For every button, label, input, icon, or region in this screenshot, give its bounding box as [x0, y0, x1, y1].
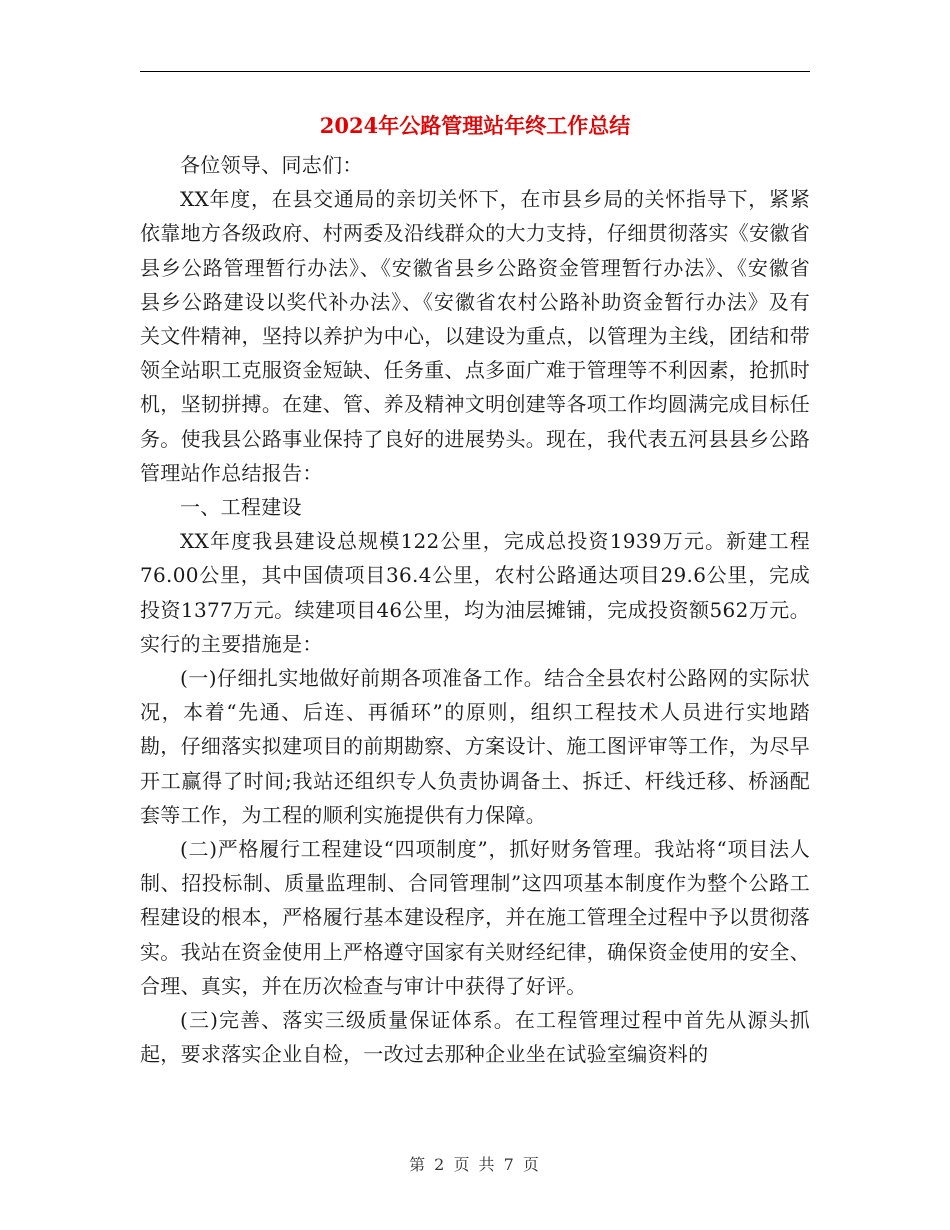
- paragraph-salutation: 各位领导、同志们：: [180, 153, 363, 177]
- paragraph-intro: XX年度，在县交通局的亲切关怀下，在市县乡局的关怀指导下，紧紧依靠地方各级政府、村两委及沿线群众的大力支持，仔细贯彻落实《安徽省县乡公路管理暂行办法》、《安徽省县乡公路资金管理暂行办法》、《安徽省县乡公路建设以奖代补办法》、《安徽省农村公路补助资金暂行办法》及有关文件精神，坚持以养护为中心，以建设为重点，以管理为主线，团结和带领全站职工克服资金短缺、任务重、点多面广难于管理等不利因素，抢抓时机，坚韧拼搏。在建、管、养及精神文明创建等各项工作均圆满完成目标任务。使我县公路事业保持了良好的进展势头。现在，我代表五河县县乡公路管理站作总结报告：: [140, 187, 810, 485]
- document-body: [140, 148, 810, 1071]
- paragraph-measure-3: (三)完善、落实三级质量保证体系。在工程管理过程中首先从源头抓起，要求落实企业自检，一改过去那种企业坐在试验室编资料的: [140, 1008, 810, 1067]
- paragraph-measure-1: (一)仔细扎实地做好前期各项准备工作。结合全县农村公路网的实际状况，本着“先通、后连、再循环”的原则，组织工程技术人员进行实地踏勘，仔细落实拟建项目的前期勘察、方案设计、施工图评审等工作，为尽早开工赢得了时间;我站还组织专人负责协调备土、拆迁、杆线迁移、桥涵配套等工作，为工程的顺利实施提供有力保障。: [140, 666, 810, 827]
- section-heading-engineering: 一、工程建设: [180, 495, 302, 520]
- document-title: 2024年公路管理站年终工作总结: [319, 113, 631, 138]
- paragraph-measure-2: (二)严格履行工程建设“四项制度”，抓好财务管理。我站将“项目法人制、招投标制、质量监理制、合同管理制”这四项基本制度作为整个公路工程建设的根本，严格履行基本建设程序，并在施工管理全过程中予以贯彻落实。我站在资金使用上严格遵守国家有关财经纪律，确保资金使用的安全、合理、真实，并在历次检查与审计中获得了好评。: [140, 837, 810, 998]
- paragraph-engineering-overview: XX年度我县建设总规模122公里，完成总投资1939万元。新建工程 76.00公里，其中国债项目36.4公里，农村公路通达项目29.6公里，完成投资1377万元。续建项目46公里，均为油层摊铺，完成投资额562万元。实行的主要措施是：: [140, 529, 810, 656]
- page-number-footer: 第 2 页 共 7 页: [409, 1155, 541, 1174]
- header-rule: [140, 71, 810, 72]
